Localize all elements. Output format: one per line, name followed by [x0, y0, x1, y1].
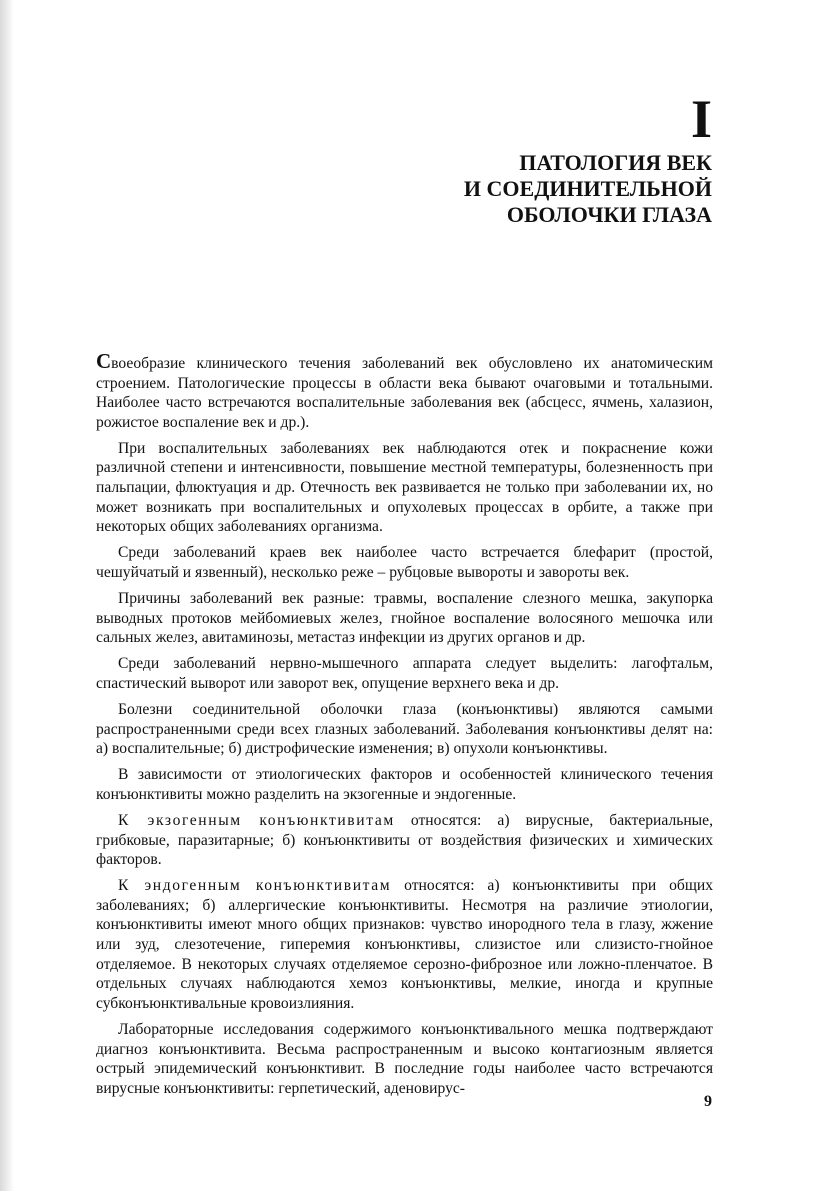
paragraph-8-spaced-term: К экзогенным конъюнктивитам — [118, 811, 395, 829]
paragraph-10: Лабораторные исследования содержимого конъюнктивального мешка подтверждают диагноз конъюнктивита. Весьма распространенным и высоко контагиозным является острый эпидемический конъюнктивит. В последние годы наиболее часто встречаются вирусные конъюнктивиты: герпетический, аденовирус- — [96, 1020, 713, 1097]
paragraph-3: Среди заболеваний краев век наиболее часто встречается блефарит (простой, чешуйчатый и язвенный), несколько реже – рубцовые вывороты и завороты век. — [96, 544, 713, 581]
chapter-title-line-2: И СОЕДИНИТЕЛЬНОЙ — [463, 176, 712, 201]
paragraph-8 — [96, 811, 713, 870]
chapter-title — [292, 150, 712, 228]
paragraph-2: При воспалительных заболеваниях век наблюдаются отек и покраснение кожи различной степени и интенсивности, повышение местной температуры, болезненность при пальпации, флюктуация и др. Отечность век развивается не только при заболевании их, но может возникать при воспалительных и опухолевых процессах в орбите, а также при некоторых общих заболеваниях организма. — [96, 439, 713, 536]
paragraph-6: Болезни соединительной оболочки глаза (конъюнктивы) являются самыми распространенными среди всех глазных заболеваний. Заболевания конъюнктивы делят на: а) воспалительные; б) дистрофические изменения; в) опухоли конъюнктивы. — [96, 701, 713, 758]
paragraph-7: В зависимости от этиологических факторов и особенностей клинического течения конъюнктивиты можно разделить на экзогенные и эндогенные. — [96, 766, 713, 803]
paragraph-5: Среди заболеваний нервно-мышечного аппарата следует выделить: лагофтальм, спастический выворот или заворот век, опущение верхнего века и др. — [96, 655, 713, 692]
page-edge-shadow — [0, 0, 14, 1191]
chapter-title-line-1: ПАТОЛОГИЯ ВЕК — [519, 150, 712, 175]
chapter-number: I — [690, 89, 712, 149]
page-number: 9 — [704, 1093, 712, 1110]
dropcap: С — [96, 349, 112, 373]
paragraph-9-spaced-term: К эндогенным конъюнктивитам — [118, 877, 392, 895]
paragraph-9-text: относятся: а) конъюнктивиты при общих заболеваниях; б) аллергические конъюнктивиты. Несмотря на различие этиологии, конъюнктивиты имеют много общих признаков: чувство инородного тела в глазу, жжение или зуд, слезотечение, гиперемия конъюнктивы, слизистое или слизисто-гнойное отделяемое. В некоторых случаях отделяемое серозно-фиброзное или ложно-пленчатое. В отдельных случаях наблюдаются хемоз конъюнктивы, мелкие, иногда и крупные субконъюнктивальные кровоизлияния. — [96, 877, 713, 1012]
paragraph-4: Причины заболеваний век разные: травмы, воспаление слезного мешка, закупорка выводных протоков мейбомиевых желез, гнойное воспаление волосяного мешочка или сальных желез, авитаминозы, метастаз инфекции из других органов и др. — [96, 590, 713, 647]
paragraph-8-text: относятся: а) вирусные, бактериальные, грибковые, паразитарные; б) конъюнктивиты от воздействия физических и химических факторов. — [96, 811, 713, 869]
paragraph-1-text: воеобразие клинического течения заболеваний век обусловлено их анатомическим строением. Патологические процессы в области века бывают очаговыми и тотальными. Наиболее часто встречаются воспалительные заболевания век (абсцесс, ячмень, халазион, рожистое воспаление век и др.). — [96, 355, 713, 431]
paragraph-1 — [96, 351, 713, 432]
paragraph-9 — [96, 876, 713, 1013]
body-text — [96, 351, 713, 1105]
chapter-title-line-3: ОБОЛОЧКИ ГЛАЗА — [506, 202, 712, 227]
